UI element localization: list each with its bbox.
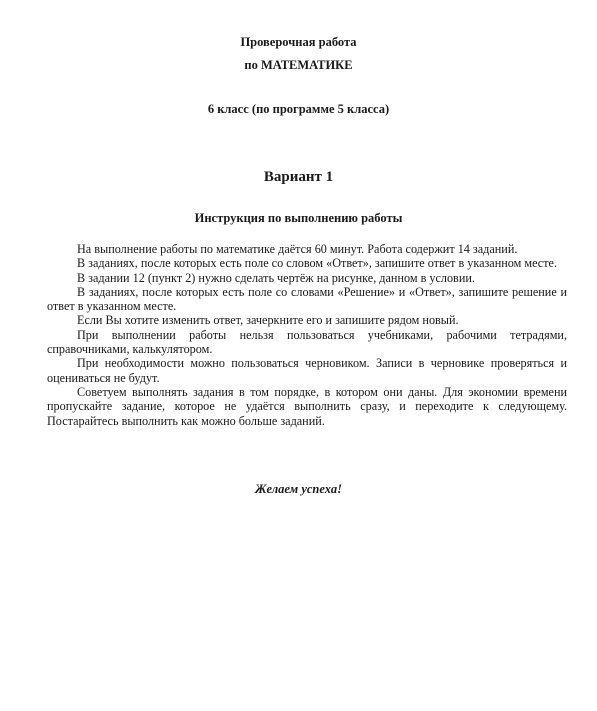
instruction-paragraph: В задании 12 (пункт 2) нужно сделать чертёж на рисунке, данном в условии.	[77, 270, 475, 285]
document-title-line2: по МАТЕМАТИКЕ	[244, 58, 353, 72]
closing-wish: Желаем успеха!	[255, 482, 342, 496]
instruction-paragraph: В заданиях, после которых есть поле со словами «Решение» и «Ответ», запишите решение и ответ в указанном месте.	[47, 284, 567, 314]
instruction-paragraph: На выполнение работы по математике даётся 60 минут. Работа содержит 14 заданий.	[77, 242, 518, 256]
variant-heading: Вариант 1	[263, 169, 334, 185]
instruction-paragraph: В заданиях, после которых есть поле со словом «Ответ», запишите ответ в указанном месте.	[77, 256, 558, 271]
instructions-body	[47, 242, 567, 428]
instruction-paragraph: При необходимости можно пользоваться черновиком. Записи в черновике проверяться и оцениваться не будут.	[47, 356, 567, 385]
grade-line: 6 класс (по программе 5 класса)	[207, 102, 390, 116]
instruction-paragraph: При выполнении работы нельзя пользоваться учебниками, рабочими тетрадями, справочниками, калькулятором.	[47, 327, 567, 357]
instruction-paragraph: Если Вы хотите изменить ответ, зачеркните его и запишите рядом новый.	[77, 313, 459, 328]
instructions-heading: Инструкция по выполнению работы	[194, 211, 403, 225]
instruction-paragraph: Советуем выполнять задания в том порядке, в котором они даны. Для экономии времени пропускайте задание, которое не удаётся выполнить сразу, и переходите к следующему. Постарайтесь выполнить как можно больше заданий.	[47, 384, 567, 428]
document-title-line1: Проверочная работа	[240, 35, 357, 49]
